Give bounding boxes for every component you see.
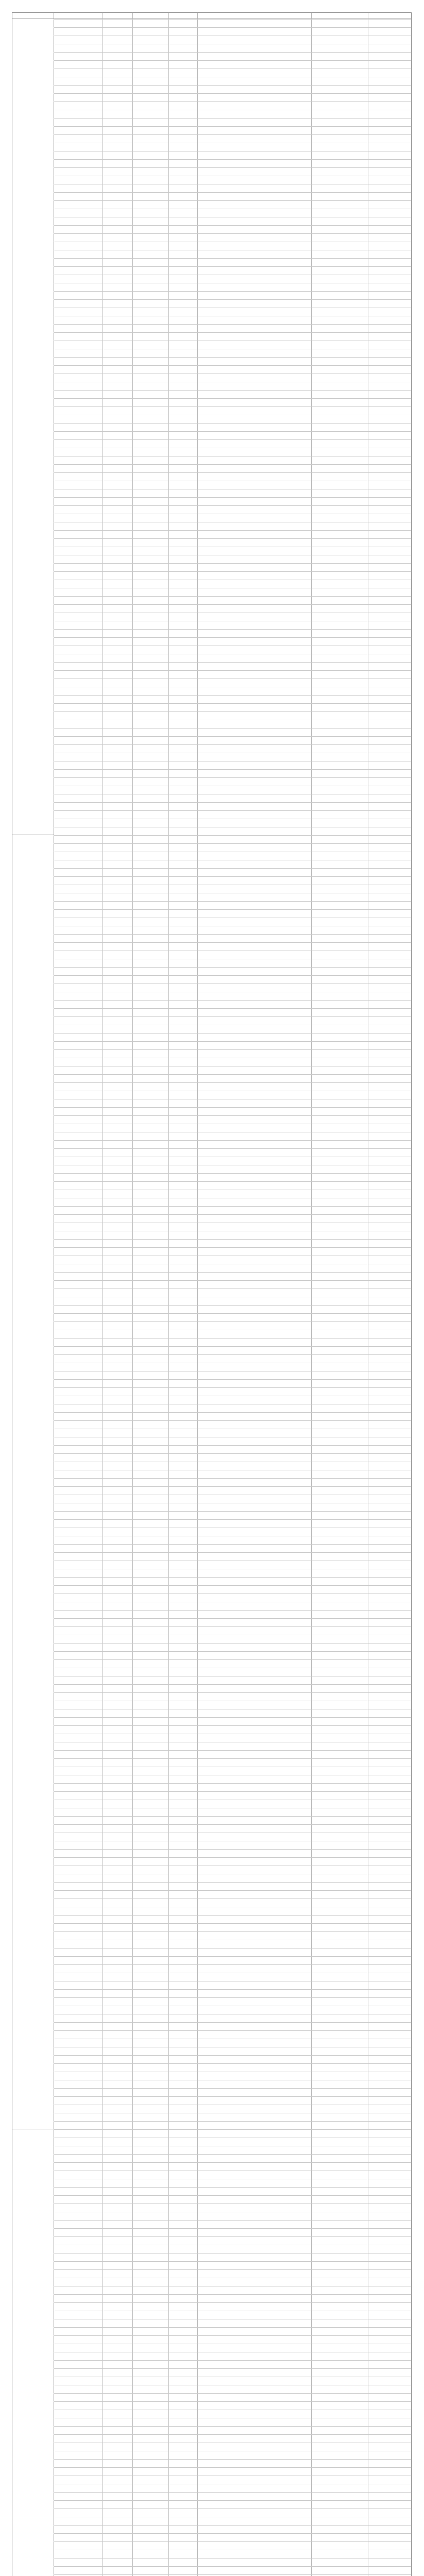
table-row bbox=[54, 2129, 411, 2130]
table-row bbox=[54, 1346, 411, 1347]
table-row bbox=[54, 1964, 411, 1965]
table-row bbox=[54, 365, 411, 366]
table-row bbox=[54, 2269, 411, 2270]
table-row bbox=[54, 2434, 411, 2435]
table-row bbox=[54, 1486, 411, 1487]
table-row bbox=[54, 1750, 411, 1751]
table-row bbox=[54, 563, 411, 564]
table-row bbox=[54, 1041, 411, 1042]
table-row bbox=[54, 2327, 411, 2328]
table-row bbox=[54, 167, 411, 168]
table-row bbox=[54, 711, 411, 712]
table-row bbox=[54, 1585, 411, 1586]
table-row bbox=[54, 703, 411, 704]
table-row bbox=[54, 101, 411, 102]
table-row bbox=[54, 1173, 411, 1174]
table-row bbox=[54, 2335, 411, 2336]
table-row bbox=[54, 505, 411, 506]
table-row bbox=[54, 1305, 411, 1306]
table-row bbox=[54, 266, 411, 267]
table-row bbox=[54, 1379, 411, 1380]
table-row bbox=[54, 1420, 411, 1421]
table-row bbox=[54, 1016, 411, 1017]
table-row bbox=[54, 1791, 411, 1792]
table-row bbox=[54, 1511, 411, 1512]
price-table bbox=[12, 12, 412, 2576]
table-row bbox=[54, 2294, 411, 2295]
table-row bbox=[54, 1857, 411, 1858]
table-row bbox=[54, 1783, 411, 1784]
table-row bbox=[54, 2055, 411, 2056]
table-row bbox=[54, 1684, 411, 1685]
table-row bbox=[54, 1107, 411, 1108]
table-row bbox=[54, 2360, 411, 2361]
table-row bbox=[54, 744, 411, 745]
table-header bbox=[12, 13, 411, 19]
table-row bbox=[54, 1849, 411, 1850]
table-row bbox=[54, 1915, 411, 1916]
table-row bbox=[54, 233, 411, 234]
table-row bbox=[54, 1552, 411, 1553]
table-row bbox=[54, 2063, 411, 2064]
table-row bbox=[54, 1816, 411, 1817]
table-row bbox=[54, 802, 411, 803]
table-row bbox=[54, 1445, 411, 1446]
table-row bbox=[54, 942, 411, 943]
table-row bbox=[54, 1544, 411, 1545]
table-row bbox=[54, 225, 411, 226]
table-row bbox=[54, 1659, 411, 1660]
header-name bbox=[54, 13, 103, 19]
table-row bbox=[54, 1989, 411, 1990]
table-row bbox=[54, 2459, 411, 2460]
header-price-2 bbox=[368, 13, 412, 19]
table-row bbox=[54, 967, 411, 968]
table-row bbox=[54, 777, 411, 778]
table-row bbox=[54, 406, 411, 407]
table-row bbox=[54, 538, 411, 539]
table-row bbox=[54, 1272, 411, 1273]
table-row bbox=[54, 27, 411, 28]
table-row bbox=[54, 835, 411, 836]
table-row bbox=[54, 530, 411, 531]
table-row bbox=[54, 19, 411, 20]
table-row bbox=[54, 2467, 411, 2468]
table-row bbox=[54, 637, 411, 638]
table-row bbox=[54, 1453, 411, 1454]
table-row bbox=[54, 1923, 411, 1924]
header-category bbox=[12, 13, 54, 19]
table-row bbox=[54, 159, 411, 160]
table-row bbox=[54, 1074, 411, 1075]
table-row bbox=[54, 629, 411, 630]
header-type bbox=[103, 13, 132, 19]
table-row bbox=[54, 464, 411, 465]
table-row bbox=[54, 876, 411, 877]
table-row bbox=[54, 769, 411, 770]
table-row bbox=[54, 571, 411, 572]
table-row bbox=[54, 1626, 411, 1627]
table-row bbox=[54, 2220, 411, 2221]
table-row bbox=[54, 2368, 411, 2369]
table-row bbox=[54, 1247, 411, 1248]
table-row bbox=[54, 2154, 411, 2155]
table-row bbox=[54, 1931, 411, 1932]
table-row bbox=[54, 85, 411, 86]
table-row bbox=[54, 299, 411, 300]
table-row bbox=[54, 2500, 411, 2501]
table-row bbox=[54, 1519, 411, 1520]
table-row bbox=[54, 1890, 411, 1891]
table-row bbox=[54, 1049, 411, 1050]
table-row bbox=[54, 1725, 411, 1726]
table-row bbox=[54, 1354, 411, 1355]
table-row bbox=[54, 1321, 411, 1322]
table-row bbox=[54, 2541, 411, 2542]
table-row bbox=[54, 901, 411, 902]
table-row bbox=[54, 909, 411, 910]
table-row bbox=[54, 1692, 411, 1693]
table-row bbox=[54, 695, 411, 696]
table-row bbox=[54, 2187, 411, 2188]
table-row bbox=[54, 2096, 411, 2097]
table-row bbox=[54, 2525, 411, 2526]
table-row bbox=[54, 1239, 411, 1240]
table-row bbox=[54, 497, 411, 498]
table-row bbox=[54, 357, 411, 358]
table-row bbox=[54, 1651, 411, 1652]
table-row bbox=[54, 1610, 411, 1611]
table-row bbox=[54, 258, 411, 259]
table-row bbox=[54, 431, 411, 432]
table-row bbox=[54, 843, 411, 844]
category-cell bbox=[12, 835, 54, 2129]
table-row bbox=[54, 2393, 411, 2394]
table-row bbox=[54, 1148, 411, 1149]
header-price bbox=[311, 13, 368, 19]
table-row bbox=[54, 2533, 411, 2534]
table-row bbox=[54, 291, 411, 292]
table-row bbox=[54, 1214, 411, 1215]
table-row bbox=[54, 1882, 411, 1883]
table-row bbox=[54, 324, 411, 325]
table-row bbox=[54, 1008, 411, 1009]
table-row bbox=[54, 2022, 411, 2023]
table-row bbox=[54, 1618, 411, 1619]
table-row bbox=[54, 604, 411, 605]
table-row bbox=[54, 1206, 411, 1207]
table-row bbox=[54, 2088, 411, 2089]
table-row bbox=[54, 2566, 411, 2567]
table-row bbox=[54, 60, 411, 61]
table-row bbox=[54, 390, 411, 391]
category-cell bbox=[12, 19, 54, 835]
table-row bbox=[54, 200, 411, 201]
table-row bbox=[54, 2162, 411, 2163]
table-body bbox=[12, 19, 411, 2576]
table-row bbox=[54, 134, 411, 135]
table-row bbox=[54, 2426, 411, 2427]
table-row bbox=[54, 472, 411, 473]
table-row bbox=[54, 2401, 411, 2402]
table-row bbox=[54, 439, 411, 440]
table-row bbox=[54, 2236, 411, 2237]
table-row bbox=[54, 332, 411, 333]
header-location bbox=[168, 13, 197, 19]
table-row bbox=[54, 2261, 411, 2262]
table-row bbox=[54, 810, 411, 811]
table-row bbox=[54, 2195, 411, 2196]
table-row bbox=[54, 2302, 411, 2303]
table-row bbox=[54, 662, 411, 663]
table-row bbox=[54, 1758, 411, 1759]
table-row bbox=[54, 126, 411, 127]
category-cell bbox=[12, 2129, 54, 2576]
table-row bbox=[54, 1280, 411, 1281]
table-row bbox=[54, 1313, 411, 1314]
table-row bbox=[54, 192, 411, 193]
table-row bbox=[54, 1577, 411, 1578]
table-row bbox=[54, 1140, 411, 1141]
table-row bbox=[54, 1478, 411, 1479]
table-row bbox=[54, 2030, 411, 2031]
table-row bbox=[54, 596, 411, 597]
table-row bbox=[54, 1082, 411, 1083]
table-row bbox=[54, 1824, 411, 1825]
table-row bbox=[54, 1412, 411, 1413]
table-row bbox=[54, 1387, 411, 1388]
table-row bbox=[54, 2574, 411, 2575]
table-row bbox=[54, 1956, 411, 1957]
table-row bbox=[54, 868, 411, 869]
table-row bbox=[54, 1997, 411, 1998]
table-row bbox=[54, 1181, 411, 1182]
table-row bbox=[54, 1717, 411, 1718]
table-row bbox=[54, 975, 411, 976]
header-range bbox=[132, 13, 168, 19]
table-row bbox=[54, 2492, 411, 2493]
table-row bbox=[54, 670, 411, 671]
table-row bbox=[54, 736, 411, 737]
table-row bbox=[54, 2228, 411, 2229]
table-row bbox=[54, 1115, 411, 1116]
table-row bbox=[54, 398, 411, 399]
table-row bbox=[54, 1000, 411, 1001]
table-row bbox=[54, 52, 411, 53]
table-row bbox=[54, 93, 411, 94]
table-row bbox=[54, 2121, 411, 2122]
table-row bbox=[54, 934, 411, 935]
